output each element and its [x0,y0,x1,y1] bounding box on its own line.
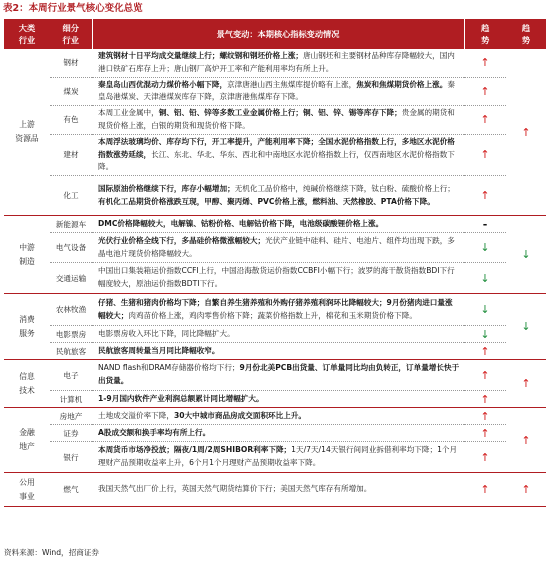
change-text-cell [92,77,464,106]
change-text-cell [92,49,464,77]
detail-text: 1天/7天/14天银行间同业拆借利率均下降；1个月理财产品预期收益率上升，6个月1个月理财产品预期收益率下降。 [98,445,458,468]
industry-cell: 化工 [50,176,92,216]
trend-arrow-icon: ↑ [464,408,506,425]
detail-text: 无机化工品价格中，纯碱价格继续下降，钛白粉、硫酸价格上行； [234,183,455,193]
change-text-cell [92,176,464,216]
detail-text: 长江、东北、华北、华东、西北和中南地区水泥价格指数上行，仅西南地区水泥价格指数下降。 [98,149,455,172]
industry-cell: 电气设备 [50,233,92,263]
industry-cell: 有色 [50,106,92,135]
key-change-text: 国际原油价格继续下行，库存小幅增加； [98,183,235,193]
sector-trend-arrow-icon: ↑ [506,408,546,473]
trend-arrow-icon: ↑ [464,176,506,216]
change-text-cell [92,473,464,507]
sector-cell: 公用 事业 [4,473,50,507]
trend-arrow-icon: ↓ [464,294,506,326]
key-change-text: A股成交额和换手率均有所上行。 [98,427,211,437]
table-row [4,49,546,77]
key-change-text: 铜、铝、铅、锌等多数工业金属价格上行；铜、铝、锌、锡等库存下降； [158,108,402,118]
change-text-cell [92,360,464,391]
industry-cell: 计算机 [50,391,92,408]
sector-cell: 消费 服务 [4,294,50,360]
sector-trend-arrow-icon: ↑ [506,360,546,408]
sector-trend-arrow-icon: ↑ [506,473,546,507]
trend-arrow-icon: ↑ [464,473,506,507]
change-text-cell [92,442,464,473]
detail-text: 本周工业金属中， [98,108,159,118]
key-change-text: 民航旅客周转量当月同比降幅收窄。 [98,345,220,355]
key-change-text: 焦炭和焦煤期货价格上涨。 [356,79,448,89]
table-row [4,326,546,343]
source-note: 资料来源：Wind，招商证券 [4,548,100,557]
key-change-text: 建筑钢材十日平均成交量继续上行；螺纹钢和钢坯价格上涨； [98,51,304,60]
trend-arrow-icon: ↑ [464,360,506,391]
change-text-cell [92,106,464,135]
table-row [4,134,546,175]
detail-text: 电影票房收入环比下降，同比降幅扩大。 [98,328,235,338]
change-text-cell [92,263,464,294]
sector-cell: 信息 技术 [4,360,50,408]
change-text-cell [92,326,464,343]
key-change-text: 本周货币市场净投放；隔夜/1周/2周SHIBOR利率下降； [98,445,292,455]
table-row [4,408,546,425]
trend-arrow-icon: ↑ [464,391,506,408]
table-row [4,176,546,216]
key-change-text: 光伏行业价格全线下行，多晶硅价格微涨幅较大； [98,235,266,245]
industry-cell: 民航旅客 [50,343,92,360]
table-row [4,77,546,106]
industry-cell: 电子 [50,360,92,391]
detail-text: 光伏产业链中硅料、硅片、电池片、组件均出现下跌，多晶电池片现货价格降幅较大。 [98,235,455,258]
table-row [4,263,546,294]
industry-cell: 新能源车 [50,216,92,233]
sector-cell: 金融 地产 [4,408,50,473]
key-change-text: DMC价格降幅较大，电解镍、钴粉价格、电解钴价格下降，电池级碳酸锂价格上涨。 [98,218,384,228]
detail-text: NAND flash和DRAM存储器价格均下行； [98,363,240,373]
industry-table [4,19,546,507]
key-change-text: 秦皇岛山西优混动力煤价格小幅下降， [98,79,228,89]
header-change: 景气变动：本期核心指标变动情况 [92,19,464,49]
table-title: 表2：本周行业景气核心变化总览 [3,3,143,14]
table-row [4,343,546,360]
trend-arrow-icon: ↓ [464,263,506,294]
table-row [4,442,546,473]
trend-arrow-icon: ↓ [464,326,506,343]
industry-cell: 建材 [50,134,92,175]
detail-text: 肉鸡苗价格上涨，鸡肉零售价格下降；蔬菜价格指数上升，棉花和玉米期货价格下降。 [128,310,417,320]
table-row [4,294,546,326]
detail-text: 土地成交溢价率下降， [98,410,174,420]
change-text-cell [92,233,464,263]
detail-text: 中国出口集装箱运价指数CCFI上行，中国沿海散货运价指数CCBFI小幅下行；波罗的海干散货指数BDI下行幅度较大，原油运价指数BDTI下行。 [98,266,455,289]
detail-text: 唐山钢坯和主要钢材品种库存降幅较大，国内港口铁矿石库存上升；唐山钢厂高炉开工率和产能利用率均有所上升。 [98,51,455,73]
change-text-cell [92,408,464,425]
change-text-cell [92,391,464,408]
change-text-cell [92,134,464,175]
change-text-cell [92,216,464,233]
trend-arrow-icon: ↑ [464,343,506,360]
key-change-text: 1-9月国内软件产业利润总额累计同比增幅扩大。 [98,393,264,403]
change-text-cell [92,425,464,442]
table-row [4,473,546,507]
sector-trend-arrow-icon: ↓ [506,216,546,294]
trend-arrow-icon: ↑ [464,134,506,175]
table-row [4,425,546,442]
sector-cell: 上游 资源品 [4,49,50,216]
table-row [4,106,546,135]
table-row [4,233,546,263]
industry-cell: 银行 [50,442,92,473]
industry-cell: 交通运输 [50,263,92,294]
trend-arrow-icon: ↑ [464,425,506,442]
table-row [4,360,546,391]
industry-cell: 电影票房 [50,326,92,343]
header-trend: 趋 势 [464,19,506,49]
table-row [4,216,546,233]
change-text-cell [92,343,464,360]
header-row [4,19,546,49]
trend-arrow-icon: - [464,216,506,233]
sector-cell: 中游 制造 [4,216,50,294]
industry-cell: 钢材 [50,49,92,77]
trend-arrow-icon: ↑ [464,106,506,135]
detail-text: 京津唐港山西主焦煤库提价略有上涨， [227,79,357,89]
detail-text: 我国天然气出厂价上行，英国天然气期货结算价下行；美国天然气库存有所增加。 [98,484,372,494]
detail-text: 贵金属的期货和现货价格上涨，白银的期货和现货价格下降。 [98,108,455,130]
table-row [4,391,546,408]
trend-arrow-icon: ↓ [464,233,506,263]
trend-arrow-icon: ↑ [464,77,506,106]
header-industry: 细分 行业 [50,19,92,49]
header-sector: 大类 行业 [4,19,50,49]
detail-text: 秦皇岛港煤炭、天津港煤炭库存下降，京津唐港焦煤库存下降。 [98,79,455,102]
sector-trend-arrow-icon: ↑ [506,49,546,216]
key-change-text: 9月份北美PCB出货量、订单量同比均由负转正，订单量增长快于出货量。 [98,363,460,386]
sector-trend-arrow-icon: ↓ [506,294,546,360]
industry-cell: 证券 [50,425,92,442]
trend-arrow-icon: ↑ [464,49,506,77]
key-change-text: 仔猪、生猪和猪肉价格均下降；自繁自养生猪养殖和外购仔猪养殖利润环比降幅较大；9月份猪肉进口量涨幅较大； [98,297,453,320]
key-change-text: 30大中城市商品房成交面积环比上升。 [173,410,307,420]
key-change-text: 本周浮法玻璃均价、库存均下行，开工率提升，产能利用率下降；全国水泥价格指数上行，多地区水泥价格指数涨势延续， [98,136,455,159]
industry-cell: 农林牧渔 [50,294,92,326]
industry-cell: 煤炭 [50,77,92,106]
key-change-text: 有机化工品期货价格涨跌互现，甲醇、聚丙烯、PVC价格上涨，燃料油、天然橡胶、PTA价格下降。 [98,196,435,206]
header-sector-trend: 趋 势 [506,19,546,49]
trend-arrow-icon: ↑ [464,442,506,473]
change-text-cell [92,294,464,326]
industry-cell: 房地产 [50,408,92,425]
industry-cell: 燃气 [50,473,92,507]
